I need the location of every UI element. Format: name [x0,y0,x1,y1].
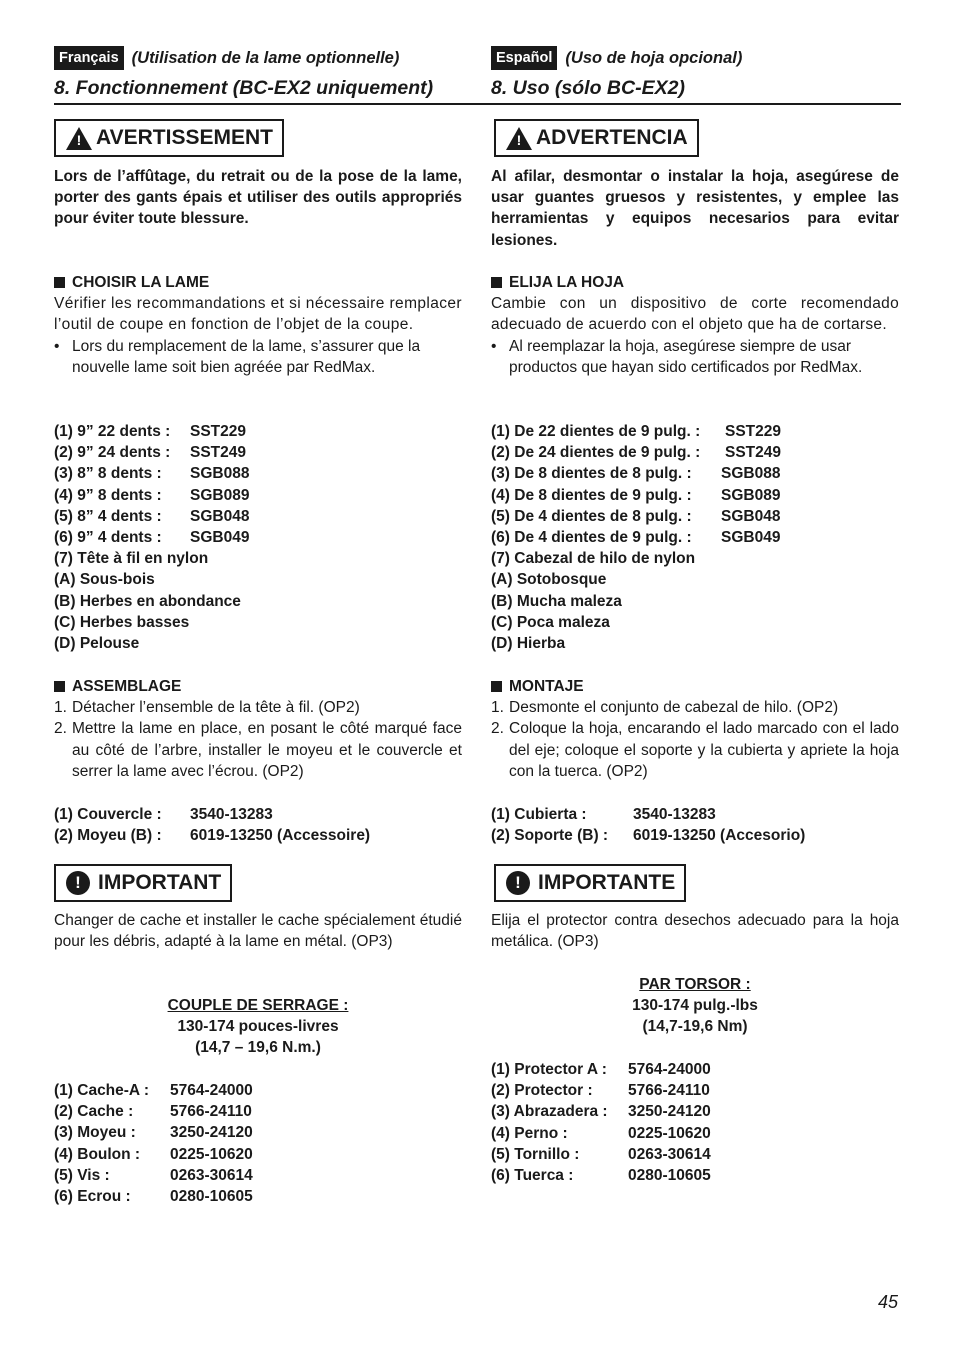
important-label-fr: IMPORTANT [98,871,222,894]
torque-heading-es: PAR TORSOR : [639,976,751,993]
torque-block-fr [54,995,462,1059]
parts-list-fr [54,1080,253,1207]
choose-heading-fr: CHOISIR LA LAME [54,272,462,293]
warning-triangle-icon: ! [506,127,532,150]
list-item: (7) Tête à fil en nylon [54,550,209,568]
square-bullet-icon [491,277,502,288]
list-item: (7) Cabezal de hilo de nylon [491,550,696,568]
choose-heading-es: ELIJA LA HOJA [491,272,899,293]
assembly-heading-es: MONTAJE [491,676,899,697]
torque-metric-fr: (14,7 – 19,6 N.m.) [195,1039,321,1057]
list-item: (3) Abrazadera : 3250-24120 [491,1103,711,1121]
list-item: (1) Couvercle : 3540-13283 [54,806,273,823]
blade-list-es [491,421,781,654]
list-item: (2) Cache : 5766-24110 [54,1103,252,1121]
parts-list-es [491,1059,711,1186]
important-label-es: IMPORTANTE [538,871,676,894]
warning-triangle-icon: ! [66,127,92,150]
assembly-parts-fr [54,804,370,846]
exclamation-icon: ! [66,871,90,895]
warning-text-es: Al afilar, desmontar o instalar la hoja, asegúrese de usar guantes gruesos y resistentes, y emplee las herramientas y equipos necesarios para evitar lesiones. [491,168,899,249]
square-bullet-icon [54,681,65,692]
list-item: (5) Tornillo : 0263-30614 [491,1145,711,1163]
section-title-fr: 8. Fonctionnement (BC-EX2 uniquement) [54,77,434,99]
list-item: (3) Moyeu : 3250-24120 [54,1124,253,1142]
list-item: (1) De 22 dientes de 9 pulg. : SST229 [491,423,782,440]
list-item: (B) Mucha maleza [491,592,622,610]
list-item: (2) 9” 24 dents : SST249 [54,444,247,462]
list-item: (C) Herbes basses [54,613,190,631]
assembly-step-2-fr: 2. Mettre la lame en place, en posant le côté marqué face au côté de l’arbre, installer le moyeu et le couvercle et serrer la lame avec l’écrou. (OP2) [54,720,462,780]
torque-value-es: 130-174 pulg.-lbs [632,997,758,1015]
list-item: (6) De 4 dientes de 9 pulg. : SGB049 [491,529,781,547]
list-item: (1) 9” 22 dents : SST229 [54,423,247,440]
important-text-fr: Changer de cache et installer le cache spécialement étudié pour les débris, adapté à la lame en métal. (OP3) [54,912,462,951]
warning-box-fr [54,119,284,157]
assembly-step-1-fr: 1. Détacher l’ensemble de la tête à fil. (OP2) [54,699,360,717]
list-item: (2) Soporte (B) : 6019-13250 (Accesorio) [491,827,806,845]
subtitle-es: (Uso de hoja opcional) [565,48,743,67]
spanish-column [491,44,899,1185]
list-item: (2) Protector : 5766-24110 [491,1082,710,1100]
list-item: (1) Cubierta : 3540-13283 [491,806,716,823]
list-item: (5) De 4 dientes de 8 pulg. : SGB048 [491,507,781,525]
list-item: (3) 8” 8 dents : SGB088 [54,465,250,483]
assembly-step-1-es: 1. Desmonte el conjunto de cabezal de hilo. (OP2) [491,699,839,717]
header-divider [54,103,901,105]
language-tag-fr: Français [54,46,124,70]
list-item: (1) Cache-A : 5764-24000 [54,1082,253,1099]
language-tag-es: Español [491,46,557,70]
list-item: (4) Boulon : 0225-10620 [54,1145,253,1163]
list-item: (2) De 24 dientes de 9 pulg. : SST249 [491,444,782,462]
important-text-es: Elija el protector contra desechos adecuado para la hoja metálica. (OP3) [491,912,899,951]
section-title-es: 8. Uso (sólo BC-EX2) [491,77,685,99]
french-header [54,44,462,72]
warning-box-es [494,119,699,157]
choose-text-fr: Vérifier les recommandations et si nécessaire remplacer l’outil de coupe en fonction de l’objet de la coupe. [54,295,462,334]
list-item: (5) 8” 4 dents : SGB048 [54,507,250,525]
warning-text-fr: Lors de l’affûtage, du retrait ou de la pose de la lame, porter des gants épais et utiliser des outils appropriés pour éviter toute blessure. [54,168,462,228]
subtitle-fr: (Utilisation de la lame optionnelle) [131,48,400,67]
list-item: (2) Moyeu (B) : 6019-13250 (Accessoire) [54,827,371,845]
french-column [54,44,462,1206]
choose-bullet-es: • Al reemplazar la hoja, asegúrese siempre de usar productos que hayan sido certificados por RedMax. [491,337,863,376]
torque-value-fr: 130-174 pouces-livres [177,1018,339,1036]
important-box-fr [54,864,232,902]
choose-bullet-fr: • Lors du remplacement de la lame, s’assurer que la nouvelle lame soit bien agréée par RedMax. [54,337,421,376]
list-item: (3) De 8 dientes de 8 pulg. : SGB088 [491,465,781,483]
torque-block-es [491,974,899,1038]
warning-label-fr: AVERTISSEMENT [96,126,273,149]
list-item: (6) Tuerca : 0280-10605 [491,1167,711,1185]
warning-label-es: ADVERTENCIA [536,126,688,149]
list-item: (4) De 8 dientes de 9 pulg. : SGB089 [491,486,781,504]
choose-text-es: Cambie con un dispositivo de corte recomendado adecuado de acuerdo con el objeto que ha de cortarse. [491,295,899,334]
list-item: (4) 9” 8 dents : SGB089 [54,486,250,504]
assembly-step-2-es: 2. Coloque la hoja, encarando el lado marcado con el lado del eje; coloque el soporte y la cubierta y apriete la hoja con la tuerca. (OP2) [491,720,899,780]
exclamation-icon: ! [506,871,530,895]
list-item: (D) Hierba [491,635,566,653]
assembly-heading-fr: ASSEMBLAGE [54,676,462,697]
assembly-section-fr [54,676,462,782]
list-item: (6) Ecrou : 0280-10605 [54,1188,253,1206]
list-item: (D) Pelouse [54,635,140,653]
choose-section-es [491,272,899,378]
square-bullet-icon [54,277,65,288]
list-item: (1) Protector A : 5764-24000 [491,1061,711,1078]
assembly-section-es [491,676,899,782]
square-bullet-icon [491,681,502,692]
list-item: (5) Vis : 0263-30614 [54,1166,253,1184]
blade-list-fr [54,421,249,654]
spanish-header [491,44,899,72]
assembly-parts-es [491,804,805,846]
list-item: (4) Perno : 0225-10620 [491,1124,711,1142]
page-number: 45 [878,1292,899,1312]
important-box-es [494,864,686,902]
list-item: (B) Herbes en abondance [54,592,241,610]
list-item: (A) Sous-bois [54,571,155,589]
torque-metric-es: (14,7-19,6 Nm) [642,1018,748,1036]
choose-section-fr [54,272,462,378]
list-item: (6) 9” 4 dents : SGB049 [54,529,250,547]
list-item: (C) Poca maleza [491,613,610,631]
list-item: (A) Sotobosque [491,571,607,589]
torque-heading-fr: COUPLE DE SERRAGE : [167,997,349,1014]
